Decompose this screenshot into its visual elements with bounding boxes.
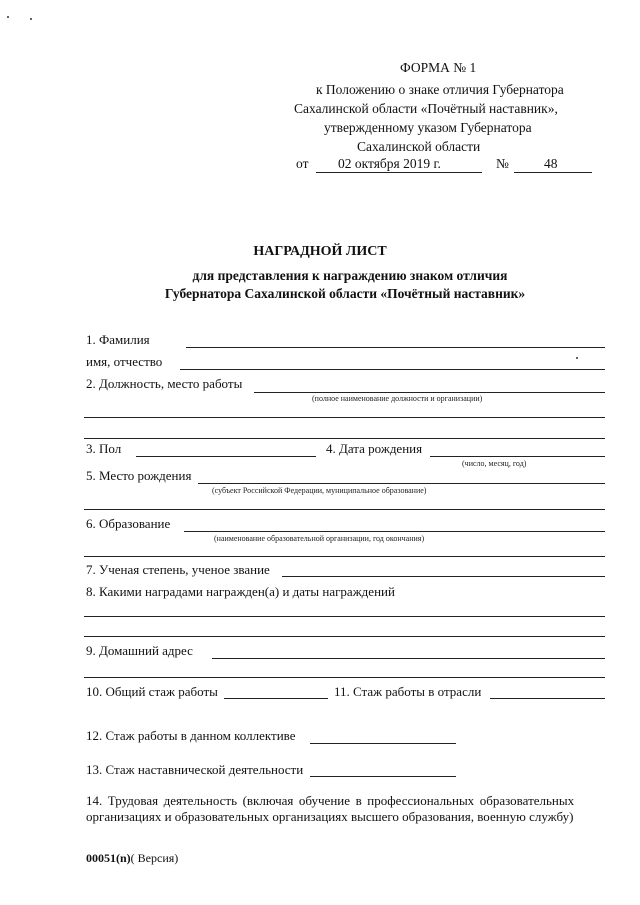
regulation-ref-line-3: утвержденному указом Губернатора [324, 120, 532, 135]
document-subtitle-1: для представления к награждению знаком отличия [192, 268, 508, 283]
field-team-experience-line[interactable] [310, 743, 456, 744]
scan-speck [30, 18, 32, 20]
field-address-line-2[interactable] [84, 677, 605, 678]
field-birthdate-hint: (число, месяц, год) [462, 459, 527, 468]
scan-speck [576, 357, 578, 359]
document-subtitle-2: Губернатора Сахалинской области «Почётный наставник» [164, 286, 526, 301]
field-position-line-2[interactable] [84, 417, 605, 418]
decree-number-label: № [496, 156, 509, 171]
decree-date-underline [316, 172, 482, 173]
field-birthplace-label: 5. Место рождения [86, 468, 192, 483]
regulation-ref-line-1: к Положению о знаке отличия Губернатора [316, 82, 564, 97]
field-name-line[interactable] [180, 369, 605, 370]
field-education-line-2[interactable] [84, 556, 605, 557]
field-mentoring-experience-label: 13. Стаж наставнической деятельности [86, 762, 304, 777]
document-title: НАГРАДНОЙ ЛИСТ [253, 244, 387, 259]
field-surname-label: 1. Фамилия [86, 332, 150, 347]
field-birthplace-line-2[interactable] [84, 509, 605, 510]
field-degree-label: 7. Ученая степень, ученое звание [86, 562, 270, 577]
form-number: ФОРМА № 1 [400, 60, 477, 75]
scan-speck [7, 16, 9, 18]
field-industry-experience-label: 11. Стаж работы в отрасли [334, 684, 482, 699]
footer-version: ( Версия) [130, 851, 179, 865]
footer-code [86, 851, 178, 866]
field-team-experience-label: 12. Стаж работы в данном коллективе [86, 728, 296, 743]
field-awards-line-2[interactable] [84, 636, 605, 637]
decree-number-underline [514, 172, 592, 173]
decree-date-label: от [296, 156, 309, 171]
decree-date-value: 02 октября 2019 г. [338, 156, 441, 171]
field-gender-label: 3. Пол [86, 441, 122, 456]
field-birthdate-line[interactable] [430, 456, 605, 457]
field-education-hint: (наименование образовательной организации, год окончания) [214, 534, 425, 543]
decree-number-value: 48 [544, 156, 558, 171]
field-total-experience-label: 10. Общий стаж работы [86, 684, 218, 699]
field-name-label: имя, отчество [86, 354, 163, 369]
field-position-line-3[interactable] [84, 438, 605, 439]
footer-code-number: 00051(n) [86, 851, 131, 865]
field-surname-line[interactable] [186, 347, 605, 348]
field-industry-experience-line[interactable] [490, 698, 605, 699]
field-gender-line[interactable] [136, 456, 316, 457]
field-awards-line-1[interactable] [84, 616, 605, 617]
field-labor-activity-line-2: организациях и образовательных организациях высшего образования, военную службу) [86, 809, 574, 824]
field-awards-label: 8. Какими наградами награжден(а) и даты награждений [86, 584, 395, 599]
field-total-experience-line[interactable] [224, 698, 328, 699]
regulation-ref-line-4: Сахалинской области [357, 139, 481, 154]
field-education-line[interactable] [184, 531, 605, 532]
regulation-ref-line-2: Сахалинской области «Почётный наставник», [294, 101, 558, 116]
field-position-line[interactable] [254, 392, 605, 393]
field-labor-activity-line-1: 14. Трудовая деятельность (включая обучение в профессиональных образовательных [86, 793, 575, 808]
field-position-hint: (полное наименование должности и организации) [312, 394, 483, 403]
field-degree-line[interactable] [282, 576, 605, 577]
field-education-label: 6. Образование [86, 516, 171, 531]
field-mentoring-experience-line[interactable] [310, 776, 456, 777]
field-birthplace-hint: (субъект Российской Федерации, муниципальное образование) [212, 486, 427, 495]
field-address-label: 9. Домашний адрес [86, 643, 193, 658]
field-address-line[interactable] [212, 658, 605, 659]
field-position-label: 2. Должность, место работы [86, 376, 243, 391]
field-birthdate-label: 4. Дата рождения [326, 441, 423, 456]
field-birthplace-line[interactable] [198, 483, 605, 484]
